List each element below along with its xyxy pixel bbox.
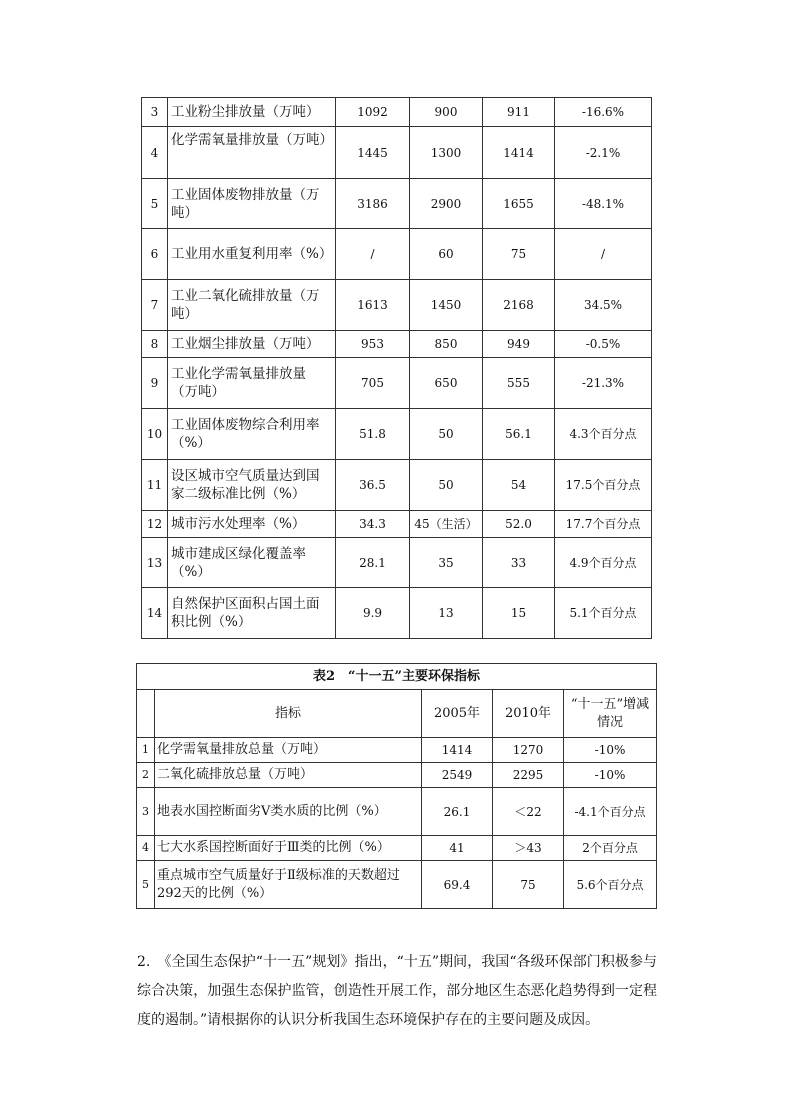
indicator-table-continued <box>141 97 652 639</box>
table-row: 13 城市建成区绿化覆盖率（%） 28.1 35 33 4.9个百分点 <box>142 538 652 588</box>
table-row: 2 二氧化硫排放总量（万吨） 2549 2295 -10% <box>137 763 657 788</box>
table-row: 3 地表水国控断面劣Ⅴ类水质的比例（%） 26.1 ＜22 -4.1个百分点 <box>137 788 657 836</box>
table-title: 表2 “十一五”主要环保指标 <box>137 664 657 690</box>
question-paragraph: 2. 《全国生态保护“十一五”规划》指出，“十五”期间，我国“各级环保部门积极参与综合决策，加强生态保护监管，创造性开展工作，部分地区生态恶化趋势得到一定程度的遏制。”请根据你的认识分析我国生态环境保护存在的主要问题及成因。 <box>137 954 657 1028</box>
table-row: 6 工业用水重复利用率（%） / 60 75 / <box>142 229 652 280</box>
table-row: 9 工业化学需氧量排放量（万吨） 705 650 555 -21.3% <box>142 358 652 409</box>
table-title-row <box>137 664 657 690</box>
table-row: 4 七大水系国控断面好于Ⅲ类的比例（%） 41 ＞43 2个百分点 <box>137 836 657 861</box>
main-environmental-indicators-table <box>136 663 657 909</box>
table-header-row <box>137 690 657 738</box>
column-header-change: “十一五”增减情况 <box>564 690 657 738</box>
table-row: 8 工业烟尘排放量（万吨） 953 850 949 -0.5% <box>142 331 652 358</box>
column-header-2005: 2005年 <box>422 690 493 738</box>
table-row: 11 设区城市空气质量达到国家二级标准比例（%） 36.5 50 54 17.5个百分点 <box>142 460 652 511</box>
table-row: 7 工业二氧化硫排放量（万吨） 1613 1450 2168 34.5% <box>142 280 652 331</box>
table-row: 1 化学需氧量排放总量（万吨） 1414 1270 -10% <box>137 738 657 763</box>
table-row: 5 重点城市空气质量好于Ⅱ级标准的天数超过292天的比例（%） 69.4 75 5.6个百分点 <box>137 861 657 909</box>
table-row: 4 化学需氧量排放量（万吨） 1445 1300 1414 -2.1% <box>142 127 652 179</box>
table-row: 14 自然保护区面积占国土面积比例（%） 9.9 13 15 5.1个百分点 <box>142 588 652 639</box>
column-header-indicator: 指标 <box>155 690 422 738</box>
table-row: 10 工业固体废物综合利用率（%） 51.8 50 56.1 4.3个百分点 <box>142 409 652 460</box>
table-row: 5 工业固体废物排放量（万吨） 3186 2900 1655 -48.1% <box>142 179 652 229</box>
table-row: 3 工业粉尘排放量（万吨） 1092 900 911 -16.6% <box>142 98 652 127</box>
table-row: 12 城市污水处理率（%） 34.3 45（生活） 52.0 17.7个百分点 <box>142 511 652 538</box>
column-header-2010: 2010年 <box>493 690 564 738</box>
